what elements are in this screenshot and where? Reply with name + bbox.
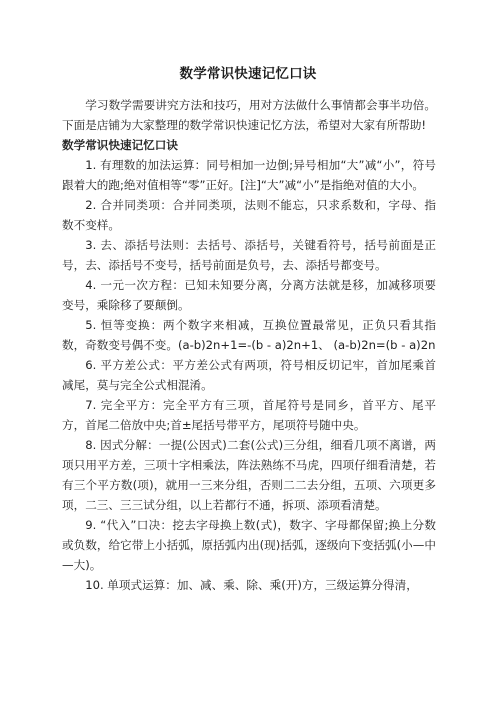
intro-paragraph: 学习数学需要讲究方法和技巧，用对方法做什么事情都会事半功倍。下面是店铺为大家整理的数学常识快速记忆方法，希望对大家有所帮助!: [62, 98, 436, 132]
section-heading: 数学常识快速记忆口诀: [62, 138, 178, 152]
list-item: 2. 合并同类项：合并同类项，法则不能忘，只求系数和，字母、指数不变样。: [62, 198, 436, 232]
page-title: 数学常识快速记忆口诀: [179, 66, 317, 82]
list-item: 7. 完全平方：完全平方有三项，首尾符号是同乡，首平方、尾平方，首尾二倍放中央;首±尾括号带平方，尾项符号随中央。: [62, 398, 436, 432]
list-item: 6. 平方差公式：平方差公式有两项，符号相反切记牢，首加尾乘首减尾，莫与完全公式相混淆。: [62, 358, 436, 392]
list-item: 8. 因式分解：一提(公因式)二套(公式)三分组，细看几项不离谱，两项只用平方差，三项十字相乘法，阵法熟练不马虎，四项仔细看清楚，若有三个平方数(项)，就用一三来分组，否则二二去分组，五项、六项更多项，二三、三三试分组，以上若都行不通，拆项、添项看清楚。: [62, 438, 436, 512]
list-item: 10. 单项式运算：加、减、乘、除、乘(开)方，三级运算分得清，: [85, 578, 418, 592]
article-body: [62, 95, 436, 595]
list-item: 5. 恒等变换：两个数字来相减，互换位置最常见，正负只看其指数，奇数变号偶不变。(a-b)2n+1=-(b - a)2n+1、 (a-b)2n=(b - a)2n: [62, 318, 436, 352]
list-item: 9. “代入”口决：挖去字母换上数(式)，数字、字母都保留;换上分数或负数，给它带上小括弧，原括弧内出(现)括弧，逐级向下变括弧(小—中—大)。: [62, 518, 436, 572]
list-item: 1. 有理数的加法运算：同号相加一边倒;异号相加“大”减“小”，符号跟着大的跑;绝对值相等“零”正好。[注]“大”减“小”是指绝对值的大小。: [62, 158, 436, 192]
list-item: 4. 一元一次方程：已知未知要分离，分离方法就是移，加减移项要变号，乘除移了要颠倒。: [62, 278, 436, 312]
list-item: 3. 去、添括号法则：去括号、添括号，关键看符号，括号前面是正号，去、添括号不变号，括号前面是负号，去、添括号都变号。: [62, 238, 436, 272]
